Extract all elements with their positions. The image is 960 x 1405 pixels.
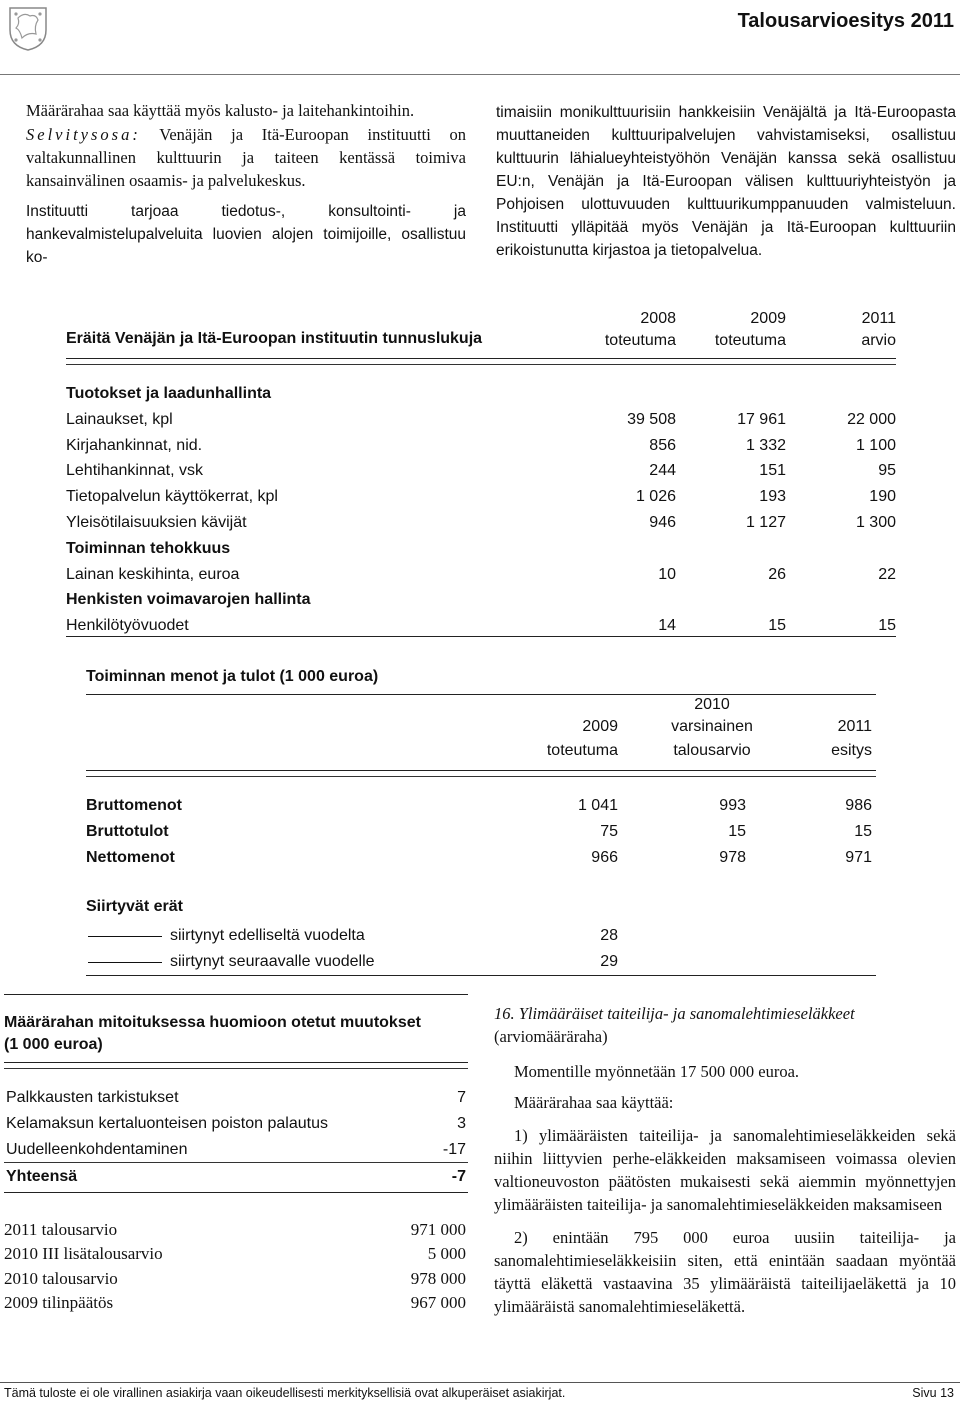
section-subheading: (arviomääräraha): [494, 1027, 608, 1046]
cell-value: 15: [728, 823, 746, 840]
table-rule: [66, 636, 896, 637]
table-row: [86, 950, 876, 974]
paragraph: Selvitysosa: Venäjän ja Itä-Euroopan instituutti on valtakunnallinen kulttuurin ja taiteen kentässä toimiva kansainvälinen osaamis- ja palvelukeskus.: [26, 125, 467, 190]
row-label: Lehtihankinnat, vsk: [66, 462, 203, 480]
row-label: Toiminnan tehokkuus: [66, 539, 231, 557]
cell-value: 946: [649, 514, 676, 531]
table-row: [4, 1086, 468, 1110]
cell-value: 39 508: [627, 410, 676, 428]
cell-value: 193: [759, 488, 786, 506]
cell-value: 986: [845, 797, 872, 814]
cell-value: 244: [649, 462, 676, 480]
paragraph: Määrärahaa saa käyttää:: [514, 1093, 674, 1112]
page-number: Sivu 13: [912, 1386, 954, 1400]
column-header: esitys: [831, 742, 872, 759]
paragraph: Määrärahaa saa käyttää myös kalusto- ja laitehankintoihin.: [26, 101, 415, 120]
column-header: toteutuma: [546, 742, 618, 759]
carry-over-title: Siirtyvät erät: [86, 898, 183, 915]
row-label: Uudelleenkohdentaminen: [6, 1141, 188, 1158]
dash-marker: [88, 936, 162, 937]
table-rule: [4, 1068, 468, 1069]
cell-value: 14: [658, 617, 676, 635]
row-label: 2010 talousarvio: [4, 1268, 118, 1288]
row-label: 2011 talousarvio: [4, 1220, 118, 1239]
table-row: [66, 588, 896, 612]
cell-value: 1 041: [577, 797, 618, 814]
row-label: Nettomenot: [86, 849, 175, 866]
table-rule: [4, 1162, 468, 1163]
row-label: Lainan keskihinta, euroa: [66, 565, 240, 583]
cell-value: 1 100: [855, 436, 896, 454]
row-label: siirtynyt seuraavalle vuodelle: [170, 953, 375, 970]
right-text-column: [496, 101, 956, 262]
cell-value: 10: [658, 565, 676, 583]
table-rule: [4, 1192, 468, 1193]
cell-value: 1 300: [855, 514, 896, 531]
table-rule: [86, 770, 876, 771]
column-header-type: arvio: [861, 332, 896, 349]
cell-value: 15: [878, 617, 896, 635]
cell-value: 966: [591, 849, 618, 866]
cell-value: 28: [600, 927, 618, 944]
cell-value: 1 026: [635, 488, 676, 506]
cell-value: 7: [457, 1089, 466, 1106]
cell-value: 3: [457, 1115, 466, 1132]
row-label: Yleisötilaisuuksien kävijät: [66, 514, 247, 531]
cell-value: 967 000: [410, 1292, 466, 1312]
section-heading: 16. Ylimääräiset taiteilija- ja sanomalehtimieseläkkeet: [494, 1004, 855, 1023]
paragraph: timaisiin monikulttuurisiin hankkeisiin Venäjältä ja Itä-Euroopasta muuttaneiden kulttuuripalvelujen vahvistamiseksi, osallistuu kulttuurin lähialueyhteistyöhön Venäjän kanssa sekä osallistuu EU:n, Venäjän ja Itä-Euroopan välisen kulttuuriyhteistyön ja Pohjoisen ulottuvuuden kulttuurikumppanuuden valmisteluun. Instituutti ylläpitää myös Venäjän ja Itä-Euroopan kulttuuriin erikoistunutta kirjastoa ja tietopalvelua.: [496, 104, 956, 259]
cell-value: 978: [719, 849, 746, 866]
column-header: 2011: [837, 718, 872, 735]
column-header: varsinainen: [671, 718, 753, 735]
table-rule: [4, 994, 468, 995]
column-header-year: 2011: [861, 310, 896, 327]
cell-value: 15: [854, 823, 872, 840]
table-row: [66, 408, 896, 432]
table-row: [4, 1291, 468, 1315]
changes-table: [4, 994, 468, 1324]
row-label: Tietopalvelun käyttökerrat, kpl: [66, 488, 278, 506]
cell-value: 971 000: [410, 1220, 466, 1239]
table-title: (1 000 euroa): [4, 1036, 103, 1053]
cell-value: 29: [600, 953, 618, 970]
document-title: Talousarvioesitys 2011: [737, 10, 954, 32]
row-label: Kelamaksun kertaluonteisen poiston palautus: [6, 1115, 328, 1132]
table-rule: [86, 975, 876, 976]
paragraph: Instituutti tarjoaa tiedotus-, konsultointi- ja hankevalmistelupalveluita luovien alojen toimijoille, osallistuu ko-: [26, 203, 466, 266]
row-label: Bruttotulot: [86, 823, 169, 840]
row-label: Palkkausten tarkistukset: [6, 1089, 179, 1106]
table-row: [4, 1267, 468, 1291]
cell-value: 190: [869, 488, 896, 506]
cell-value: 22: [878, 565, 896, 583]
table-row: [4, 1138, 468, 1162]
table-rule: [66, 364, 896, 365]
cell-value: 95: [878, 462, 896, 480]
table-row: [86, 794, 876, 818]
column-header: 2010: [694, 696, 730, 713]
table-row: [66, 511, 896, 535]
table-rule: [4, 1062, 468, 1063]
header-rule: [0, 74, 960, 75]
total-label: Yhteensä: [6, 1168, 78, 1185]
table-rule: [86, 694, 876, 695]
table-row: [86, 846, 876, 870]
row-label: Bruttomenot: [86, 797, 182, 814]
cell-value: 75: [600, 823, 618, 840]
cell-value: 15: [768, 617, 786, 635]
table-title: Toiminnan menot ja tulot (1 000 euroa): [86, 668, 379, 685]
cell-value: 978 000: [410, 1268, 466, 1288]
row-label: Henkilötyövuodet: [66, 617, 189, 635]
row-label: 2010 III lisätalousarvio: [4, 1244, 163, 1264]
table-row: [86, 820, 876, 844]
section-label: Selvitysosa:: [26, 125, 141, 144]
left-text-column: [26, 99, 466, 269]
cell-value: 971: [845, 849, 872, 866]
paragraph: 2) enintään 795 000 euroa uusiin taiteilija- ja sanomalehtimieseläkkeisiin siten, että enintään saadaan myöntää täyttä eläkettä vastaavina 35 ylimääräistä taiteilijaeläkettä ja 10 ylimääräistä sanomalehtimieseläkettä.: [494, 1228, 956, 1316]
total-value: -7: [451, 1168, 466, 1185]
cell-value: 993: [719, 797, 746, 814]
row-label: Henkisten voimavarojen hallinta: [66, 591, 311, 609]
table-rule: [66, 358, 896, 359]
cell-value: 856: [649, 436, 676, 454]
cell-value: 5 000: [427, 1244, 466, 1264]
row-label: Kirjahankinnat, nid.: [66, 436, 203, 454]
coat-of-arms-logo: [6, 4, 50, 52]
table-row: [4, 1242, 468, 1266]
expenses-income-table: [86, 668, 876, 978]
table-row: [66, 459, 896, 483]
cell-value: 17 961: [737, 410, 786, 428]
column-header-year: 2009: [750, 310, 786, 327]
cell-value: 22 000: [847, 410, 896, 428]
table-row: [66, 614, 896, 638]
key-figures-table: [66, 306, 896, 636]
table-title: Määrärahan mitoituksessa huomioon otetut muutokset: [4, 1014, 421, 1031]
cell-value: 26: [768, 565, 786, 583]
cell-value: -17: [442, 1141, 466, 1158]
table-title: Eräitä Venäjän ja Itä-Euroopan instituutin tunnuslukuja: [66, 330, 483, 347]
dash-marker: [88, 962, 162, 963]
row-label: Tuotokset ja laadunhallinta: [66, 385, 272, 402]
row-label: siirtynyt edelliseltä vuodelta: [170, 927, 365, 944]
cell-value: 1 127: [745, 514, 786, 531]
row-label: Lainaukset, kpl: [66, 410, 173, 428]
table-row: [66, 537, 896, 561]
column-header: talousarvio: [673, 742, 751, 759]
table-row: [66, 485, 896, 509]
footer-rule: [0, 1382, 960, 1383]
paragraph: Momentille myönnetään 17 500 000 euroa.: [514, 1062, 800, 1081]
column-header-type: toteutuma: [604, 332, 676, 349]
table-row: [86, 924, 876, 948]
column-header-year: 2008: [640, 310, 676, 327]
table-row: [66, 434, 896, 458]
cell-value: 1 332: [745, 436, 786, 454]
column-header: 2009: [582, 718, 618, 735]
cell-value: 151: [759, 462, 786, 480]
table-rule: [86, 776, 876, 777]
footer-note: Tämä tuloste ei ole virallinen asiakirja vaan oikeudellisesti merkityksellisiä ovat alkuperäiset asiakirjat.: [4, 1386, 566, 1400]
row-label: 2009 tilinpäätös: [4, 1292, 114, 1312]
table-row: [4, 1112, 468, 1136]
paragraph: 1) ylimääräisten taiteilija- ja sanomalehtimieseläkkeiden sekä niihin liittyvien perhe-eläkkeiden maksamiseen voimassa olevien valtioneuvoston päätösten mukaisesti sekä aiemmin myönnettyjen ylimääräisten taiteilija- ja sanomalehtimieseläkkeiden maksamiseen: [494, 1126, 956, 1214]
table-row: [4, 1218, 468, 1242]
section-16: [494, 1002, 956, 1318]
table-row: [66, 563, 896, 587]
table-row: [66, 382, 896, 406]
column-header-type: toteutuma: [714, 332, 786, 349]
